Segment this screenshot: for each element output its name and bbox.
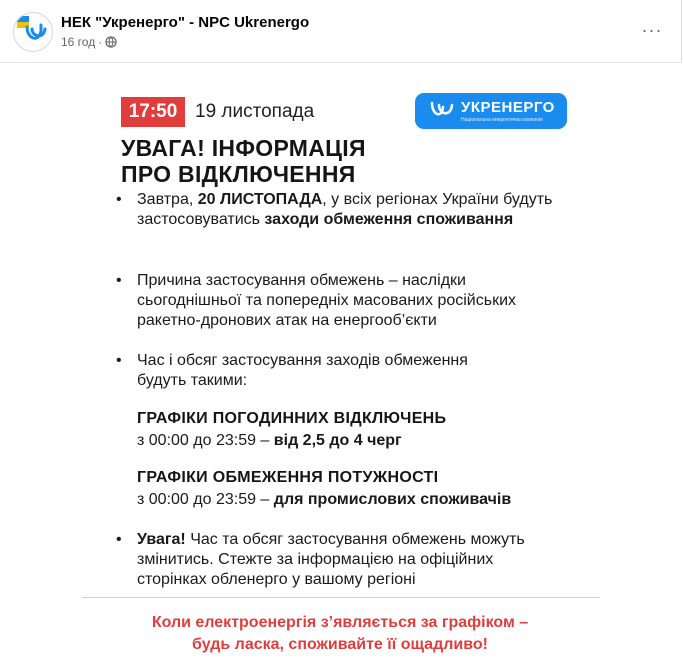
bullet-1-text [137,190,577,230]
bullet-dot: • [116,352,122,369]
footer-line-1: Коли електроенергія з’являється за графіком – [151,614,529,631]
post-timestamp[interactable]: 16 год [61,35,96,49]
schedule-2-value: для промислових споживачів [273,491,512,508]
bullet-1-date: 20 ЛИСТОПАДА [197,191,323,208]
schedule-2-time: з 00:00 до 23:59 – [137,491,274,508]
bullet-1-part: Завтра, [137,191,198,208]
date-text: 19 листопада [195,101,315,122]
time-badge: 17:50 [121,97,185,127]
brand-name: УКРЕНЕРГО [461,98,555,116]
headline-line-1: УВАГА! ІНФОРМАЦІЯ [121,135,366,161]
page-name-link[interactable]: НЕК "Укренерго" - NPC Ukrenergo [61,14,310,31]
footer-line-2: будь ласка, споживайте її ощадливо! [192,636,488,653]
post-header [0,0,682,62]
ukrenergo-brand-logo [415,93,567,129]
bullet-dot: • [116,531,122,548]
post-meta [61,35,117,49]
schedule-1-line [137,432,402,450]
bullet-4-text [137,530,557,590]
meta-separator: · [98,35,103,49]
brand-subtext: Національна енергетична компанія [461,116,543,123]
ukrenergo-logo-icon [14,13,53,52]
schedule-1-title: ГРАФІКИ ПОГОДИННИХ ВІДКЛЮЧЕНЬ [137,410,447,427]
headline-line-2: ПРО ВІДКЛЮЧЕННЯ [121,161,356,187]
brand-text [461,100,555,123]
globe-icon[interactable] [105,36,117,48]
bullet-1-emphasis: заходи обмеження споживання [264,211,514,228]
footer-note [100,612,580,656]
bullet-dot: • [116,191,122,208]
warning-label: Увага! [137,531,186,548]
bullet-2-text: Причина застосування обмежень – наслідки сьогоднішньої та попередніх масованих російських ракетно-дронових атак на енергооб’єкти [137,272,516,329]
more-options-icon: ··· [641,19,663,40]
bullet-3-text: Час і обсяг застосування заходів обмеження будуть такими: [137,352,468,389]
headline [121,135,366,187]
schedule-1-value: від 2,5 до 4 черг [273,432,402,449]
bullet-1-part: , у всіх регіонах України будуть застосовуватись [137,191,553,228]
schedule-2-title: ГРАФІКИ ОБМЕЖЕННЯ ПОТУЖНОСТІ [137,469,439,486]
schedule-1-time: з 00:00 до 23:59 – [137,432,274,449]
page-avatar[interactable] [13,12,53,52]
card-divider [82,597,600,598]
bullet-4-part: Час та обсяг застосування обмежень можуть змінитись. Стежте за інформацією на офіційних сторінках обленерго у вашому регіоні [137,531,525,588]
ukrenergo-wave-icon [429,101,455,121]
more-options-button[interactable] [638,18,666,42]
schedule-2-line [137,491,511,509]
bullet-dot: • [116,272,122,289]
